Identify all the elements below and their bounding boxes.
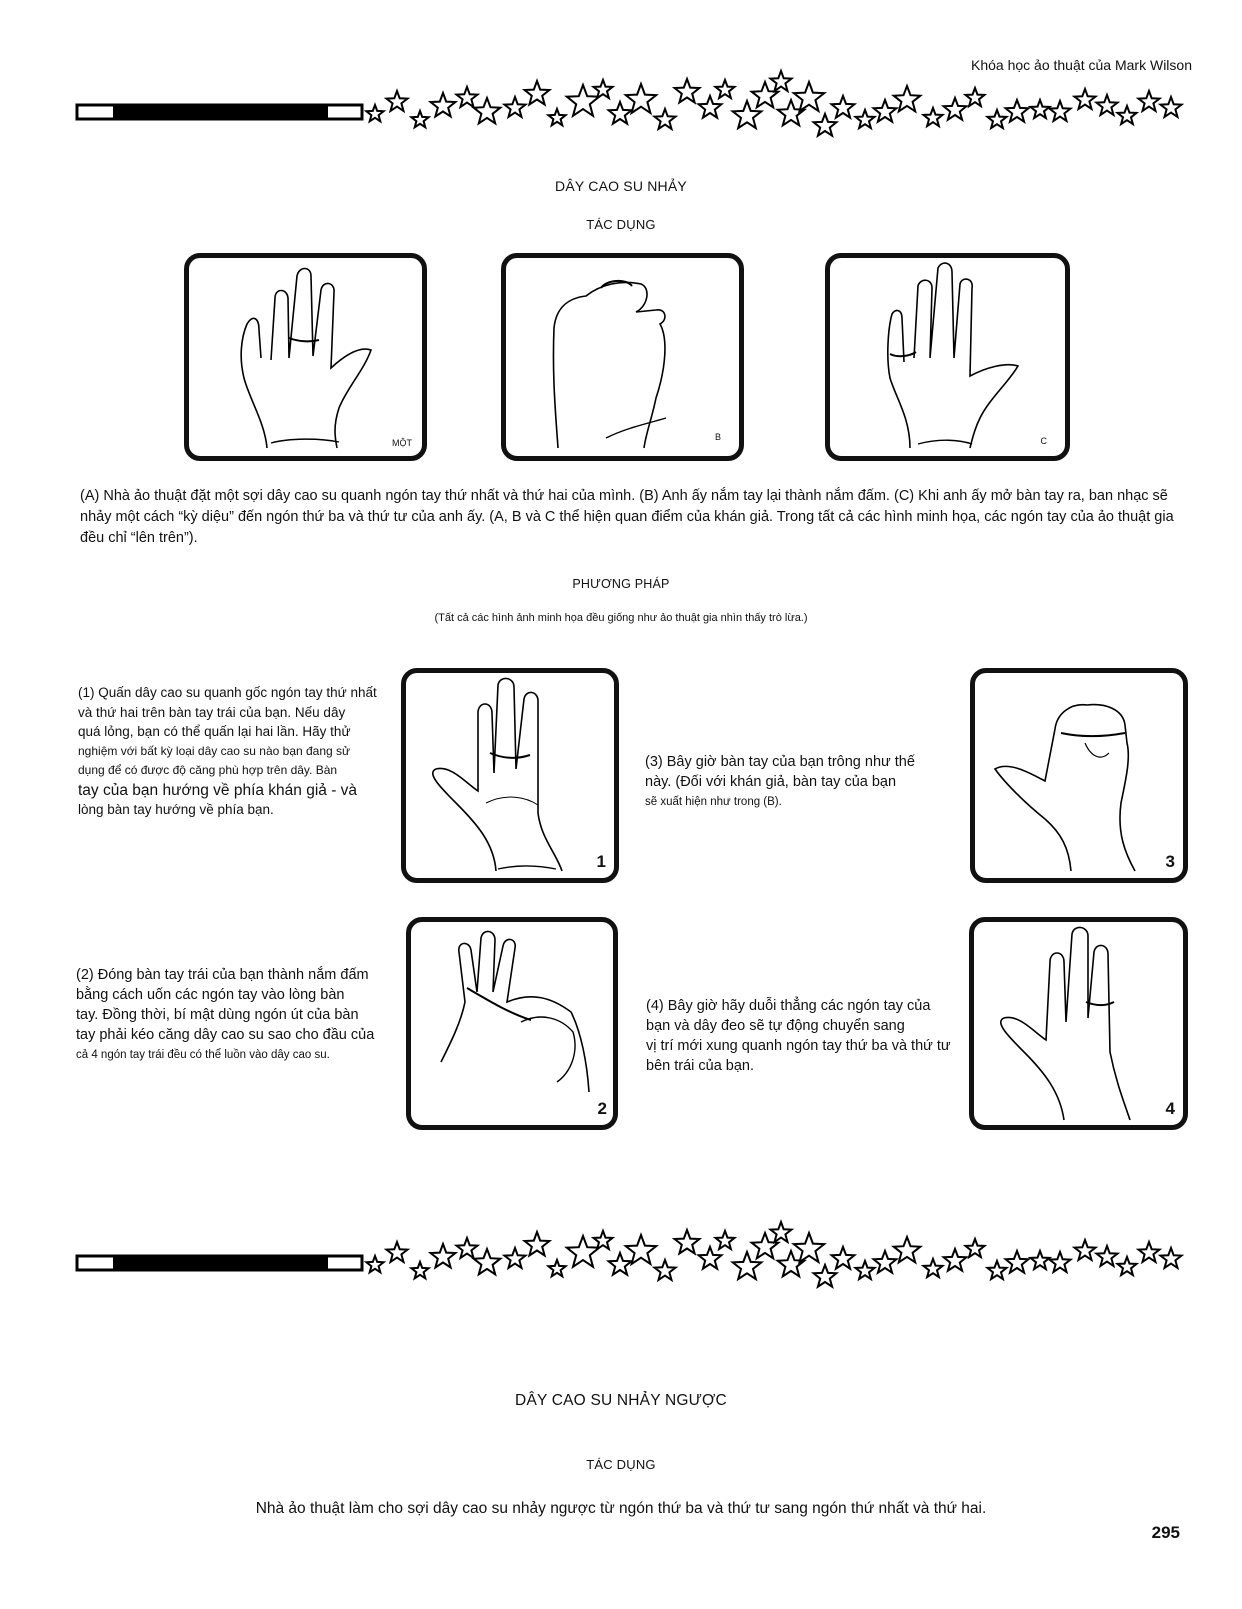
star-icon: [1006, 100, 1029, 122]
figure-b-label: B: [714, 432, 721, 442]
star-icon: [474, 1249, 501, 1274]
star-icon: [1050, 101, 1071, 121]
step-4-text: [646, 996, 966, 1076]
star-icon: [431, 93, 456, 117]
figure-1-number: 1: [596, 852, 606, 871]
figure-3-number: 3: [1165, 852, 1175, 871]
figure-2: [406, 917, 618, 1130]
step-1-line: dụng để có được độ căng phù hợp trên dây. Bàn: [78, 763, 338, 777]
star-icon: [505, 1248, 526, 1268]
step-3-line: này. (Đối với khán giả, bàn tay của bạn: [645, 774, 897, 790]
step-4-line: bên trái của bạn.: [646, 1058, 755, 1074]
star-icon: [1075, 89, 1096, 109]
star-icon: [411, 111, 428, 127]
hand-open-icon: [189, 258, 422, 456]
star-icon: [1118, 106, 1137, 124]
star-icon: [457, 1238, 478, 1258]
page-number: 295: [1151, 1523, 1180, 1542]
step-2-line: tay phải kéo căng dây cao su sao cho đầu của: [76, 1027, 375, 1043]
step-1-line: (1) Quấn dây cao su quanh gốc ngón tay thứ nhất: [78, 685, 377, 700]
star-icon: [1097, 1246, 1118, 1266]
reverse-effect-text: Nhà ảo thuật làm cho sợi dây cao su nhảy ngược từ ngón thứ ba và thứ tư sang ngón thứ nhất và thứ hai.: [255, 1500, 987, 1517]
step-4-line: (4) Bây giờ hãy duỗi thẳng các ngón tay của: [646, 998, 931, 1014]
figure-a-label: MỘT: [392, 438, 412, 448]
star-icon: [411, 1262, 428, 1278]
star-icon: [814, 1265, 837, 1287]
star-icon: [874, 1251, 897, 1273]
star-icon: [856, 110, 875, 128]
star-icon: [567, 1236, 599, 1267]
star-icon: [924, 1259, 943, 1277]
step-4-line: bạn và dây đeo sẽ tự động chuyển sang: [646, 1018, 905, 1034]
figure-4: [969, 917, 1188, 1130]
star-icon: [431, 1244, 456, 1268]
figure-caption: (A) Nhà ảo thuật đặt một sợi dây cao su quanh ngón tay thứ nhất và thứ hai của mình. (B) Anh ấy nắm tay lại thành nắm đấm. (C) Khi anh ấy mở bàn tay ra, ban nhạc sẽ nhảy một cách “kỳ diệu” đến ngón thứ ba và thứ tư của anh ấy. (A, B và C thể hiện quan điểm của khán giả. Trong tất cả các hình minh họa, các ngón tay của ảo thuật gia đều chỉ “lên trên”).: [80, 488, 1174, 546]
step-2-line: tay. Đồng thời, bí mật dùng ngón út của bàn: [76, 1007, 359, 1023]
star-icon: [716, 80, 735, 98]
star-icon: [594, 1231, 613, 1249]
star-icon: [794, 1233, 824, 1262]
star-icon: [988, 1261, 1007, 1279]
star-icon: [626, 1235, 656, 1264]
step-1-line: và thứ hai trên bàn tay trái của bạn. Nếu dây: [78, 704, 346, 720]
figure-c-label: C: [1040, 436, 1047, 446]
star-icon: [548, 1260, 565, 1276]
figure-2-number: 2: [597, 1099, 607, 1118]
figure-4-number: 4: [1165, 1099, 1175, 1118]
step-4-line: vị trí mới xung quanh ngón tay thứ ba và thứ tư: [646, 1038, 951, 1054]
figure-1: [401, 668, 619, 883]
hand-open-icon: [830, 258, 1065, 456]
step-2-line: bằng cách uốn các ngón tay vào lòng bàn: [76, 987, 345, 1003]
star-icon: [778, 100, 805, 125]
hand-fist-icon: [975, 673, 1183, 878]
star-icon: [525, 81, 550, 105]
star-icon: [832, 96, 855, 118]
step-3-line: (3) Bây giờ bàn tay của bạn trông như thế: [645, 754, 915, 770]
star-icon: [525, 1232, 550, 1256]
star-icon: [675, 1230, 700, 1254]
star-icon: [1050, 1252, 1071, 1272]
section-title-jumping-band: DÂY CAO SU NHẢY: [555, 178, 687, 194]
star-icon: [1006, 1251, 1029, 1273]
effect-heading-2: TÁC DỤNG: [586, 1457, 656, 1472]
star-icon: [457, 87, 478, 107]
star-icon: [1097, 95, 1118, 115]
star-icon: [474, 98, 501, 123]
star-icon: [944, 1249, 967, 1271]
two-hands-icon: [411, 922, 613, 1125]
star-divider-top: [75, 62, 1195, 162]
star-icon: [752, 82, 779, 107]
star-icon: [794, 82, 824, 111]
star-icon: [1118, 1257, 1137, 1275]
effect-heading: TÁC DỤNG: [586, 217, 656, 232]
figure-c: [825, 253, 1070, 461]
figure-3: [970, 668, 1188, 883]
star-icon: [832, 1247, 855, 1269]
hand-palm-icon: [406, 673, 614, 878]
star-icon: [609, 1253, 632, 1275]
step-3-text: [645, 752, 965, 812]
star-icon: [771, 1222, 792, 1242]
star-icon: [548, 109, 565, 125]
star-icon: [1031, 1251, 1050, 1269]
hand-palm-icon: [974, 922, 1183, 1125]
star-icon: [1161, 1248, 1182, 1268]
step-3-line: sẽ xuất hiện như trong (B).: [645, 796, 782, 808]
step-2-line: (2) Đóng bàn tay trái của bạn thành nắm đấm: [76, 967, 369, 983]
star-icon: [814, 114, 837, 136]
step-1-line: tay của bạn hướng về phía khán giả - và: [78, 781, 358, 799]
method-note: (Tất cả các hình ảnh minh họa đều giống như ảo thuật gia nhìn thấy trò lừa.): [434, 612, 808, 624]
step-2-text: [76, 965, 396, 1065]
star-icon: [387, 1242, 408, 1262]
star-icon: [655, 1260, 676, 1280]
section-title-reverse-band: DÂY CAO SU NHẢY NGƯỢC: [515, 1392, 727, 1409]
step-1-line: lòng bàn tay hướng về phía bạn.: [78, 802, 274, 817]
star-icon: [874, 100, 897, 122]
star-icon: [366, 1256, 383, 1272]
step-1-line: quá lỏng, bạn có thể quấn lại hai lần. Hãy thử: [78, 724, 351, 739]
star-icon: [609, 102, 632, 124]
figure-b: [501, 253, 744, 461]
star-icon: [387, 91, 408, 111]
star-icon: [1161, 97, 1182, 117]
star-icon: [1075, 1240, 1096, 1260]
star-icon: [778, 1251, 805, 1276]
hand-fist-icon: [506, 258, 739, 456]
step-1-line: nghiệm với bất kỳ loại dây cao su nào bạn đang sử: [78, 743, 351, 758]
star-icon: [567, 85, 599, 116]
star-icon: [1139, 91, 1160, 111]
star-icon: [366, 105, 383, 121]
running-header: Khóa học ảo thuật của Mark Wilson: [970, 57, 1192, 73]
star-icon: [1139, 1242, 1160, 1262]
star-icon: [626, 84, 656, 113]
star-icon: [771, 71, 792, 91]
star-icon: [856, 1261, 875, 1279]
star-icon: [752, 1233, 779, 1258]
star-icon: [505, 97, 526, 117]
star-icon: [716, 1231, 735, 1249]
method-heading: PHƯƠNG PHÁP: [572, 577, 670, 591]
star-icon: [594, 80, 613, 98]
star-divider-bottom: [75, 1213, 1195, 1313]
star-icon: [988, 110, 1007, 128]
star-icon: [966, 1239, 985, 1257]
step-2-line: cả 4 ngón tay trái đều có thể luồn vào dây cao su.: [76, 1049, 330, 1061]
step-1-text: [78, 683, 398, 820]
star-icon: [675, 79, 700, 103]
star-icon: [924, 108, 943, 126]
star-icon: [966, 88, 985, 106]
figure-a: [184, 253, 427, 461]
star-icon: [944, 98, 967, 120]
star-icon: [1031, 100, 1050, 118]
star-icon: [655, 109, 676, 129]
